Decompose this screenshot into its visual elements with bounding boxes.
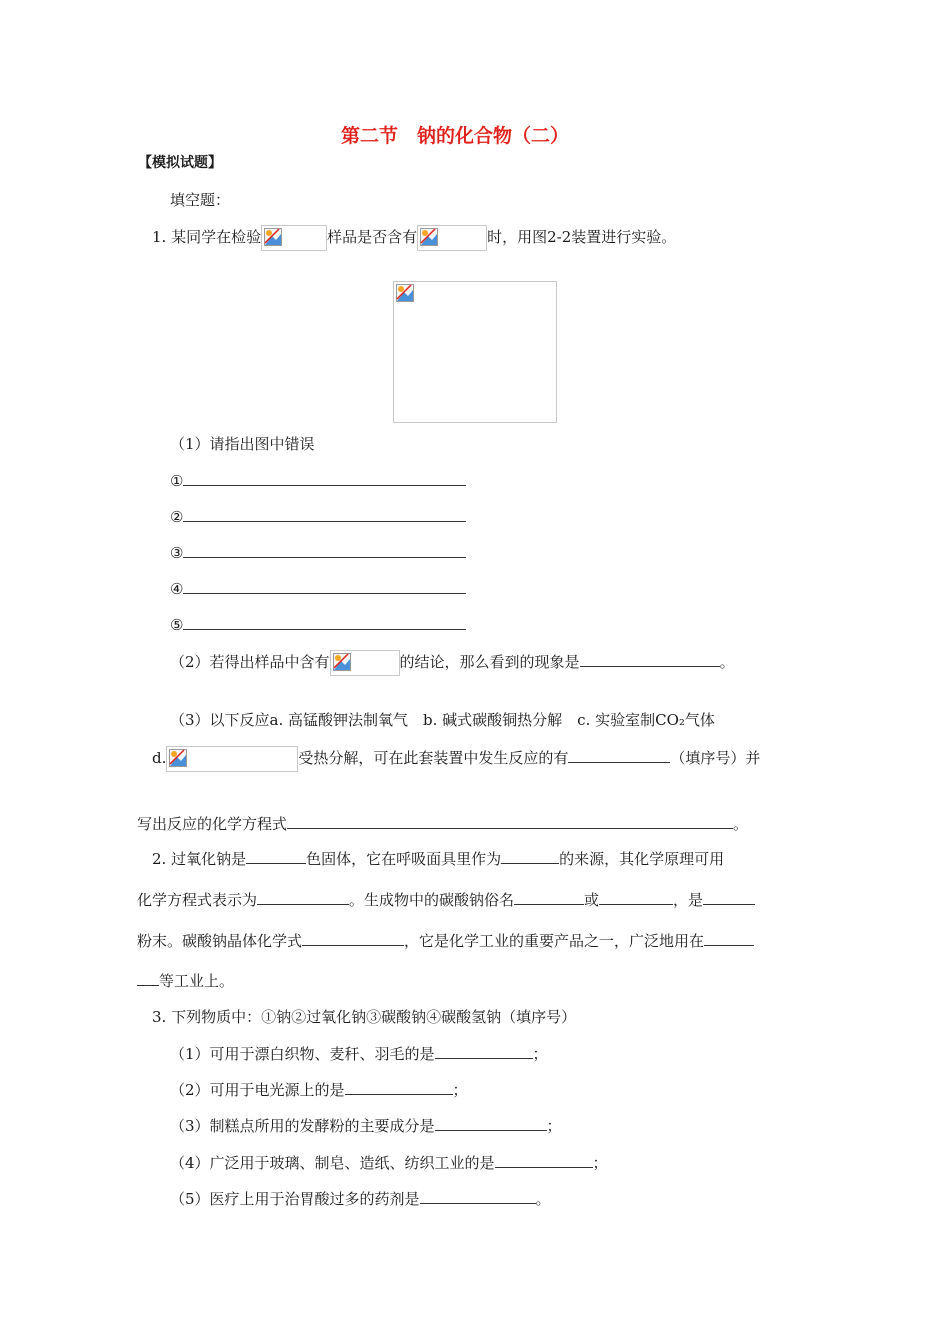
- q1-part3-e-text: 写出反应的化学方程式: [137, 815, 288, 833]
- blank[interactable]: [420, 1188, 536, 1204]
- blank[interactable]: [345, 1079, 453, 1095]
- q1-part3-equation: [137, 813, 748, 834]
- q1-text-a: 1. 某同学在检验: [152, 228, 262, 246]
- q1-text-c: 时，用图2-2装置进行实验。: [487, 228, 677, 246]
- marker-3: ③: [170, 544, 184, 562]
- q2-line-1: [152, 848, 724, 869]
- blank[interactable]: [704, 930, 754, 946]
- broken-image-icon: [420, 228, 438, 246]
- blank[interactable]: [246, 848, 306, 864]
- section-heading: 【模拟试题】: [138, 155, 222, 171]
- q1-text-b: 样品是否含有: [327, 228, 418, 246]
- blank[interactable]: [183, 470, 466, 486]
- q1-part3: （3）以下反应a. 高锰酸钾法制氧气 b. 碱式碳酸铜热分解 c. 实验室制CO₂气体: [170, 711, 715, 729]
- blank[interactable]: [501, 848, 559, 864]
- formula-image-placeholder: [417, 225, 487, 251]
- blank[interactable]: [599, 889, 673, 905]
- q1-statement: [152, 225, 676, 251]
- q1-part3-d: [152, 746, 760, 772]
- blank[interactable]: [183, 542, 466, 558]
- q1-part1: （1）请指出图中错误: [170, 435, 315, 453]
- page-title: 第二节 钠的化合物（二）: [341, 125, 570, 147]
- formula-image-placeholder: [166, 746, 298, 772]
- q2-text: ，它是化学工业的重要产品之一，广泛地用在: [404, 932, 705, 950]
- q3-item-text: （3）制糕点所用的发酵粉的主要成分是: [170, 1117, 435, 1135]
- blank[interactable]: [703, 889, 755, 905]
- formula-image-placeholder: [261, 225, 327, 251]
- formula-image-placeholder: [330, 650, 400, 676]
- fill-in-heading: 填空题：: [170, 191, 231, 209]
- blank[interactable]: [183, 506, 466, 522]
- broken-image-icon: [333, 653, 351, 671]
- blank[interactable]: [435, 1043, 533, 1059]
- broken-image-icon: [396, 284, 414, 302]
- q1-part2-end: 。: [719, 653, 735, 671]
- q2-text: 等工业上。: [159, 972, 235, 990]
- answer-line-4: [170, 578, 466, 599]
- q3-item-5: [170, 1188, 551, 1209]
- answer-line-2: [170, 506, 466, 527]
- q3-item-1: [170, 1043, 548, 1064]
- apparatus-figure-placeholder: [393, 281, 557, 423]
- q3-item-end: 。: [535, 1190, 551, 1208]
- q3-item-end: ；: [452, 1081, 468, 1099]
- q3-item-3: [170, 1115, 562, 1136]
- q1-part2: [170, 650, 735, 676]
- q3-item-text: （1）可用于漂白织物、麦秆、羽毛的是: [170, 1045, 435, 1063]
- marker-2: ②: [170, 508, 184, 526]
- q2-line-4: [137, 970, 234, 991]
- q3-item-end: ；: [532, 1045, 548, 1063]
- blank[interactable]: [137, 970, 159, 986]
- answer-line-3: [170, 542, 466, 563]
- q1-part3-d-text: 受热分解，可在此套装置中发生反应的有: [298, 749, 569, 767]
- q3-intro: 3. 下列物质中：①钠②过氧化钠③碳酸钠④碳酸氢钠（填序号）: [152, 1008, 577, 1026]
- blank[interactable]: [580, 651, 720, 667]
- q3-item-text: （5）医疗上用于治胃酸过多的药剂是: [170, 1190, 420, 1208]
- q2-text: 色固体，它在呼吸面具里作为: [306, 850, 502, 868]
- q3-item-text: （2）可用于电光源上的是: [170, 1081, 345, 1099]
- broken-image-icon: [169, 749, 187, 767]
- q3-item-end: ；: [592, 1154, 608, 1172]
- q2-text: 的来源，其化学原理可用: [559, 850, 725, 868]
- q2-text: 。生成物中的碳酸钠俗名: [349, 891, 515, 909]
- q2-text: 2. 过氧化钠是: [152, 850, 247, 868]
- q2-text: 粉末。碳酸钠晶体化学式: [137, 932, 303, 950]
- q2-line-3: [137, 930, 754, 951]
- q3-item-4: [170, 1152, 608, 1173]
- blank[interactable]: [257, 889, 349, 905]
- q3-item-end: ；: [546, 1117, 562, 1135]
- answer-line-1: [170, 470, 466, 491]
- q2-text: 化学方程式表示为: [137, 891, 258, 909]
- marker-4: ④: [170, 580, 184, 598]
- blank[interactable]: [514, 889, 584, 905]
- q3-item-2: [170, 1079, 468, 1100]
- blank[interactable]: [568, 747, 670, 763]
- q1-part2-text-b: 的结论，那么看到的现象是: [399, 653, 580, 671]
- q2-line-2: [137, 889, 755, 910]
- broken-image-icon: [264, 228, 282, 246]
- q1-part3-d-text2: （填序号）并: [670, 749, 761, 767]
- blank[interactable]: [287, 813, 733, 829]
- blank[interactable]: [435, 1115, 547, 1131]
- blank[interactable]: [302, 930, 404, 946]
- blank[interactable]: [495, 1152, 593, 1168]
- q1-part2-text-a: （2）若得出样品中含有: [170, 653, 330, 671]
- blank[interactable]: [183, 614, 466, 630]
- marker-5: ⑤: [170, 616, 184, 634]
- q2-text: ，是: [673, 891, 704, 909]
- marker-1: ①: [170, 472, 184, 490]
- q3-item-text: （4）广泛用于玻璃、制皂、造纸、纺织工业的是: [170, 1154, 495, 1172]
- q2-text: 或: [584, 891, 600, 909]
- q1-part3-d-label: d.: [152, 749, 167, 767]
- answer-line-5: [170, 614, 466, 635]
- q1-part3-end: 。: [733, 815, 749, 833]
- blank[interactable]: [183, 578, 466, 594]
